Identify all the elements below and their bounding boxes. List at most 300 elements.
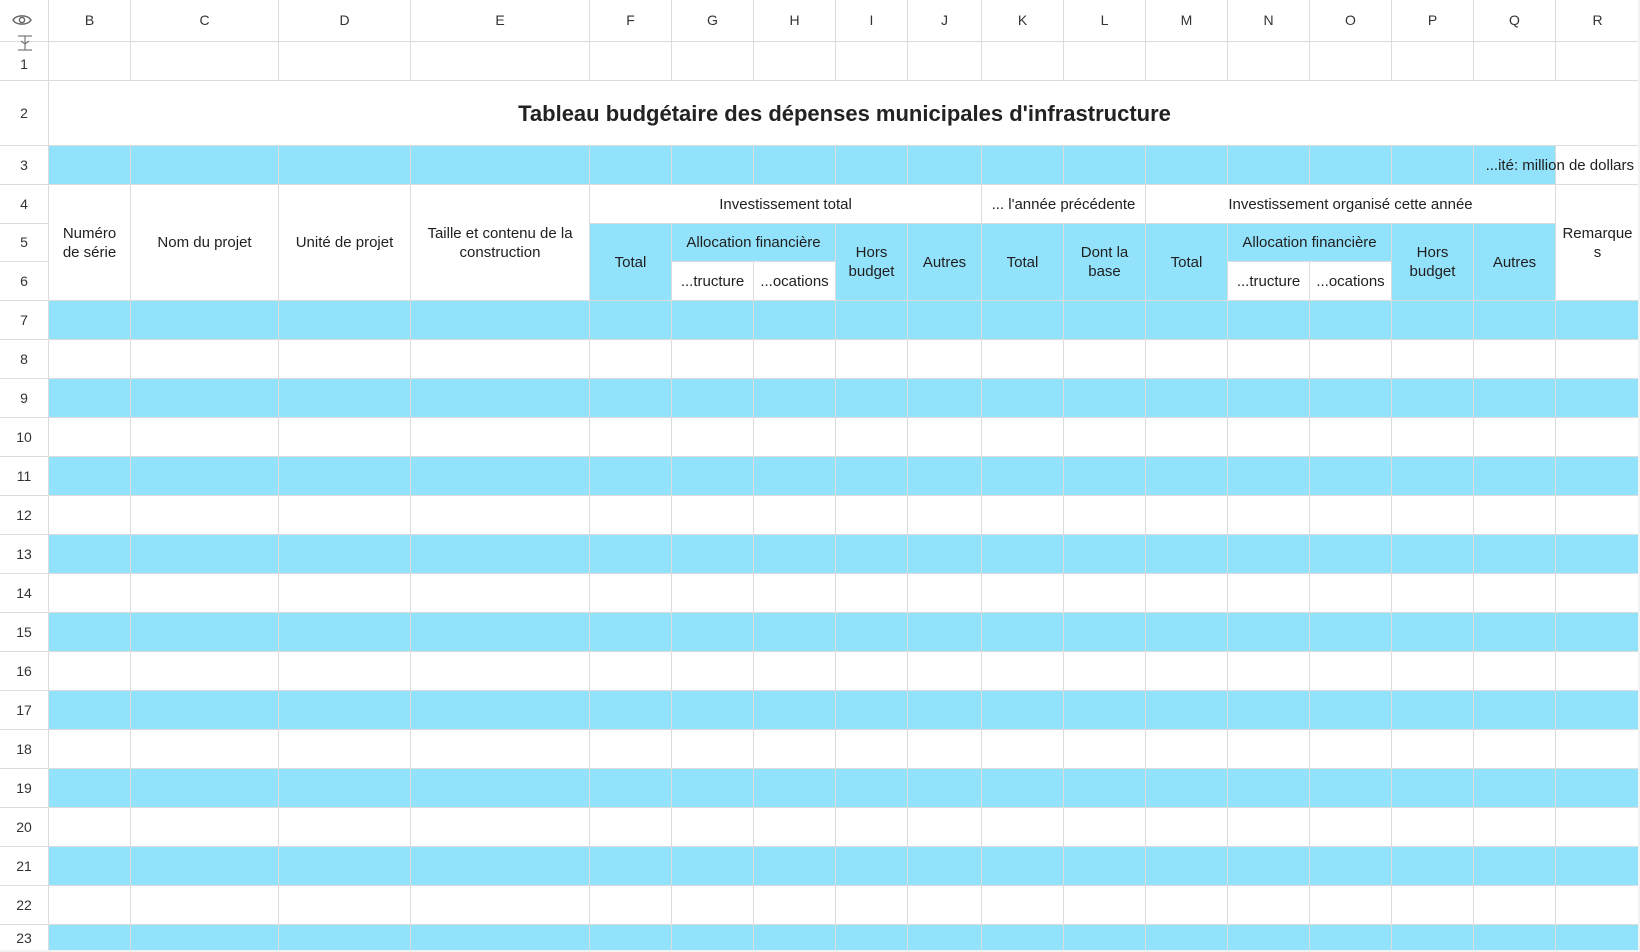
cell[interactable] — [411, 418, 590, 457]
cell[interactable] — [411, 340, 590, 379]
cell[interactable] — [982, 613, 1064, 652]
cell[interactable] — [1392, 457, 1474, 496]
cell[interactable] — [672, 340, 754, 379]
cell[interactable] — [131, 925, 279, 952]
row-header-20[interactable]: 20 — [0, 808, 49, 847]
cell[interactable] — [131, 340, 279, 379]
cell[interactable] — [590, 379, 672, 418]
cell[interactable] — [1228, 418, 1310, 457]
cell[interactable] — [1146, 691, 1228, 730]
cell[interactable] — [908, 730, 982, 769]
cell[interactable] — [1146, 535, 1228, 574]
column-header-N[interactable]: N — [1228, 0, 1310, 42]
cell[interactable] — [908, 808, 982, 847]
row-header-12[interactable]: 12 — [0, 496, 49, 535]
cell[interactable] — [1228, 42, 1310, 81]
cell[interactable] — [590, 301, 672, 340]
cell[interactable] — [754, 340, 836, 379]
cell[interactable] — [1228, 652, 1310, 691]
cell[interactable] — [279, 613, 411, 652]
cell[interactable] — [672, 847, 754, 886]
cell[interactable] — [1474, 925, 1556, 952]
row-header-21[interactable]: 21 — [0, 847, 49, 886]
row-header-15[interactable]: 15 — [0, 613, 49, 652]
cell[interactable] — [49, 146, 131, 185]
column-header-R[interactable]: R — [1556, 0, 1640, 42]
cell[interactable] — [279, 652, 411, 691]
cell[interactable] — [1310, 42, 1392, 81]
cell[interactable] — [49, 418, 131, 457]
cell[interactable] — [1474, 808, 1556, 847]
cell[interactable] — [1474, 340, 1556, 379]
cell[interactable] — [672, 886, 754, 925]
cell[interactable] — [411, 535, 590, 574]
cell[interactable] — [754, 691, 836, 730]
cell[interactable] — [1474, 301, 1556, 340]
header-serial-number[interactable]: Numéro de série — [49, 185, 131, 301]
cell[interactable] — [49, 42, 131, 81]
header-financial-allocation[interactable]: Allocation financière — [672, 224, 836, 262]
cell[interactable] — [131, 613, 279, 652]
cell[interactable] — [279, 886, 411, 925]
cell[interactable] — [1146, 418, 1228, 457]
cell[interactable] — [1556, 42, 1640, 81]
cell[interactable] — [279, 925, 411, 952]
cell[interactable] — [1474, 379, 1556, 418]
cell[interactable] — [1228, 886, 1310, 925]
cell[interactable] — [1064, 691, 1146, 730]
cell[interactable] — [1556, 301, 1640, 340]
cell[interactable] — [908, 535, 982, 574]
cell[interactable] — [982, 42, 1064, 81]
cell[interactable] — [836, 769, 908, 808]
cell[interactable] — [1392, 847, 1474, 886]
cell[interactable] — [411, 457, 590, 496]
cell[interactable] — [1064, 457, 1146, 496]
cell[interactable] — [1064, 146, 1146, 185]
cell[interactable] — [1064, 613, 1146, 652]
header-total[interactable]: Total — [590, 224, 672, 301]
cell[interactable] — [1228, 496, 1310, 535]
cell[interactable] — [908, 925, 982, 952]
cell[interactable] — [279, 340, 411, 379]
cell[interactable] — [49, 535, 131, 574]
cell[interactable] — [1392, 379, 1474, 418]
cell[interactable] — [1474, 496, 1556, 535]
column-header-O[interactable]: O — [1310, 0, 1392, 42]
cell[interactable] — [1228, 769, 1310, 808]
cell[interactable] — [279, 730, 411, 769]
cell[interactable] — [1310, 340, 1392, 379]
cell[interactable] — [411, 925, 590, 952]
cell[interactable] — [1392, 418, 1474, 457]
cell[interactable] — [1556, 574, 1640, 613]
cell[interactable] — [908, 691, 982, 730]
cell[interactable] — [411, 691, 590, 730]
cell[interactable] — [754, 847, 836, 886]
cell[interactable] — [1228, 847, 1310, 886]
cell[interactable] — [754, 146, 836, 185]
cell[interactable] — [279, 769, 411, 808]
cell[interactable] — [1228, 457, 1310, 496]
cell[interactable] — [49, 496, 131, 535]
cell[interactable] — [279, 379, 411, 418]
cell[interactable] — [1228, 340, 1310, 379]
cell[interactable] — [1310, 457, 1392, 496]
cell[interactable] — [1556, 808, 1640, 847]
cell[interactable] — [49, 730, 131, 769]
cell[interactable] — [411, 42, 590, 81]
row-header-23[interactable]: 23 — [0, 925, 49, 952]
cell[interactable] — [131, 886, 279, 925]
cell[interactable] — [131, 301, 279, 340]
column-header-C[interactable]: C — [131, 0, 279, 42]
row-header-5[interactable]: 5 — [0, 224, 49, 262]
cell[interactable] — [982, 925, 1064, 952]
column-header-F[interactable]: F — [590, 0, 672, 42]
cell[interactable] — [1064, 379, 1146, 418]
cell[interactable] — [1146, 613, 1228, 652]
cell[interactable] — [1228, 613, 1310, 652]
cell[interactable] — [1392, 42, 1474, 81]
cell[interactable] — [1146, 379, 1228, 418]
cell[interactable] — [411, 808, 590, 847]
cell[interactable] — [1556, 730, 1640, 769]
cell[interactable] — [908, 847, 982, 886]
cell[interactable] — [1392, 652, 1474, 691]
cell[interactable] — [1146, 925, 1228, 952]
cell[interactable] — [49, 769, 131, 808]
cell[interactable] — [1064, 42, 1146, 81]
cell[interactable] — [1474, 847, 1556, 886]
cell[interactable] — [1392, 535, 1474, 574]
cell[interactable] — [982, 379, 1064, 418]
cell[interactable] — [1146, 808, 1228, 847]
cell[interactable] — [672, 496, 754, 535]
cell[interactable] — [279, 457, 411, 496]
cell[interactable] — [1228, 730, 1310, 769]
cell[interactable] — [1392, 340, 1474, 379]
cell[interactable] — [131, 42, 279, 81]
cell[interactable] — [1310, 925, 1392, 952]
cell[interactable] — [1556, 379, 1640, 418]
cell[interactable] — [590, 730, 672, 769]
cell[interactable] — [982, 574, 1064, 613]
cell[interactable] — [982, 730, 1064, 769]
cell[interactable] — [1228, 146, 1310, 185]
cell[interactable] — [1310, 418, 1392, 457]
header-project-name[interactable]: Nom du projet — [131, 185, 279, 301]
cell[interactable] — [411, 652, 590, 691]
cell[interactable] — [836, 457, 908, 496]
cell[interactable] — [672, 574, 754, 613]
cell[interactable] — [1556, 613, 1640, 652]
cell[interactable] — [754, 496, 836, 535]
cell[interactable] — [754, 574, 836, 613]
cell[interactable] — [1064, 340, 1146, 379]
cell[interactable] — [1310, 847, 1392, 886]
cell[interactable] — [672, 808, 754, 847]
cell[interactable] — [1064, 652, 1146, 691]
column-header-H[interactable]: H — [754, 0, 836, 42]
cell[interactable] — [982, 146, 1064, 185]
cell[interactable] — [754, 457, 836, 496]
cell[interactable] — [908, 418, 982, 457]
cell[interactable] — [836, 808, 908, 847]
cell[interactable] — [49, 847, 131, 886]
cell[interactable] — [908, 652, 982, 691]
cell[interactable] — [49, 925, 131, 952]
cell[interactable] — [131, 418, 279, 457]
cell[interactable] — [672, 146, 754, 185]
cell[interactable] — [1146, 847, 1228, 886]
row-header-2[interactable]: 2 — [0, 81, 49, 146]
header-of-which-base[interactable]: Dont la base — [1064, 224, 1146, 301]
cell[interactable] — [1556, 691, 1640, 730]
eye-icon[interactable] — [12, 13, 32, 32]
cell[interactable] — [1556, 847, 1640, 886]
cell[interactable] — [279, 847, 411, 886]
cell[interactable] — [754, 925, 836, 952]
cell[interactable] — [1228, 925, 1310, 952]
cell[interactable] — [1474, 613, 1556, 652]
cell[interactable] — [1064, 769, 1146, 808]
header-organized-structure[interactable]: ...tructure — [1228, 262, 1310, 301]
cell[interactable] — [982, 496, 1064, 535]
cell[interactable] — [908, 769, 982, 808]
cell[interactable] — [754, 769, 836, 808]
cell[interactable] — [1392, 730, 1474, 769]
row-header-11[interactable]: 11 — [0, 457, 49, 496]
cell[interactable] — [131, 808, 279, 847]
cell[interactable] — [1310, 730, 1392, 769]
cell[interactable] — [1228, 535, 1310, 574]
cell[interactable] — [836, 496, 908, 535]
cell[interactable] — [672, 691, 754, 730]
cell[interactable] — [1146, 886, 1228, 925]
cell[interactable] — [1392, 925, 1474, 952]
cell[interactable] — [982, 301, 1064, 340]
cell[interactable] — [590, 457, 672, 496]
header-organized-off-budget[interactable]: Hors budget — [1392, 224, 1474, 301]
cell[interactable] — [982, 808, 1064, 847]
cell[interactable] — [836, 301, 908, 340]
cell[interactable] — [754, 613, 836, 652]
cell[interactable] — [131, 847, 279, 886]
cell[interactable] — [590, 769, 672, 808]
cell[interactable] — [908, 457, 982, 496]
cell[interactable] — [836, 574, 908, 613]
cell[interactable] — [411, 613, 590, 652]
cell[interactable] — [908, 379, 982, 418]
cell[interactable] — [672, 379, 754, 418]
cell[interactable] — [836, 925, 908, 952]
cell[interactable] — [49, 808, 131, 847]
cell[interactable] — [1392, 886, 1474, 925]
cell[interactable] — [1474, 457, 1556, 496]
cell[interactable] — [131, 730, 279, 769]
column-header-J[interactable]: J — [908, 0, 982, 42]
cell[interactable] — [908, 574, 982, 613]
header-total-investment[interactable]: Investissement total — [590, 185, 982, 224]
cell[interactable] — [1556, 418, 1640, 457]
cell[interactable] — [1474, 574, 1556, 613]
cell[interactable] — [1146, 457, 1228, 496]
cell[interactable] — [836, 652, 908, 691]
cell[interactable] — [1474, 730, 1556, 769]
cell[interactable] — [590, 613, 672, 652]
cell[interactable] — [1556, 340, 1640, 379]
column-header-P[interactable]: P — [1392, 0, 1474, 42]
cell[interactable] — [279, 574, 411, 613]
cell[interactable] — [279, 691, 411, 730]
cell[interactable] — [1228, 691, 1310, 730]
header-remarks[interactable]: Remarque s — [1556, 185, 1640, 301]
cell[interactable] — [131, 652, 279, 691]
cell[interactable] — [1474, 535, 1556, 574]
cell[interactable] — [411, 146, 590, 185]
cell[interactable] — [411, 730, 590, 769]
cell[interactable] — [1064, 808, 1146, 847]
cell[interactable] — [590, 574, 672, 613]
header-allocations[interactable]: ...ocations — [754, 262, 836, 301]
cell[interactable] — [1556, 925, 1640, 952]
header-organized-this-year[interactable]: Investissement organisé cette année — [1146, 185, 1556, 224]
cell[interactable] — [590, 886, 672, 925]
cell[interactable] — [1310, 808, 1392, 847]
header-structure[interactable]: ...tructure — [672, 262, 754, 301]
cell[interactable] — [1064, 418, 1146, 457]
cell[interactable] — [1556, 769, 1640, 808]
cell[interactable] — [836, 146, 908, 185]
cell[interactable] — [411, 847, 590, 886]
cell[interactable] — [1146, 496, 1228, 535]
cell[interactable] — [1392, 301, 1474, 340]
header-organized-financial-allocation[interactable]: Allocation financière — [1228, 224, 1392, 262]
cell[interactable] — [982, 535, 1064, 574]
cell[interactable] — [590, 418, 672, 457]
cell[interactable] — [754, 886, 836, 925]
cell[interactable] — [754, 808, 836, 847]
cell[interactable] — [590, 146, 672, 185]
cell[interactable] — [836, 730, 908, 769]
cell[interactable] — [411, 886, 590, 925]
row-header-17[interactable]: 17 — [0, 691, 49, 730]
cell[interactable] — [908, 146, 982, 185]
row-header-16[interactable]: 16 — [0, 652, 49, 691]
row-header-13[interactable]: 13 — [0, 535, 49, 574]
cell[interactable] — [590, 496, 672, 535]
cell[interactable] — [279, 146, 411, 185]
cell[interactable] — [1392, 691, 1474, 730]
cell[interactable] — [672, 925, 754, 952]
cell[interactable] — [411, 769, 590, 808]
column-header-L[interactable]: L — [1064, 0, 1146, 42]
column-header-M[interactable]: M — [1146, 0, 1228, 42]
header-organized-allocations[interactable]: ...ocations — [1310, 262, 1392, 301]
cell[interactable] — [672, 652, 754, 691]
cell[interactable] — [411, 379, 590, 418]
cell[interactable] — [49, 691, 131, 730]
header-project-unit[interactable]: Unité de projet — [279, 185, 411, 301]
header-size-content[interactable]: Taille et contenu de la construction — [411, 185, 590, 301]
cell[interactable] — [1064, 301, 1146, 340]
row-header-8[interactable]: 8 — [0, 340, 49, 379]
cell[interactable] — [982, 847, 1064, 886]
row-header-3[interactable]: 3 — [0, 146, 49, 185]
cell[interactable] — [131, 146, 279, 185]
cell[interactable] — [1228, 808, 1310, 847]
cell[interactable] — [908, 301, 982, 340]
cell[interactable] — [672, 418, 754, 457]
row-header-6[interactable]: 6 — [0, 262, 49, 301]
cell[interactable] — [590, 535, 672, 574]
cell[interactable] — [1556, 652, 1640, 691]
cell[interactable] — [672, 42, 754, 81]
cell[interactable] — [1064, 925, 1146, 952]
header-previous-total[interactable]: Total — [982, 224, 1064, 301]
cell[interactable] — [1146, 574, 1228, 613]
cell[interactable] — [1310, 613, 1392, 652]
cell[interactable] — [1146, 730, 1228, 769]
cell[interactable] — [754, 418, 836, 457]
cell[interactable] — [49, 340, 131, 379]
cell[interactable] — [982, 652, 1064, 691]
cell[interactable] — [590, 652, 672, 691]
cell[interactable] — [836, 340, 908, 379]
cell[interactable] — [1228, 379, 1310, 418]
cell[interactable] — [1310, 769, 1392, 808]
cell[interactable] — [1310, 691, 1392, 730]
cell[interactable] — [1064, 886, 1146, 925]
cell[interactable] — [908, 613, 982, 652]
cell[interactable] — [1474, 42, 1556, 81]
cell[interactable] — [279, 496, 411, 535]
cell[interactable] — [1556, 886, 1640, 925]
cell[interactable] — [49, 886, 131, 925]
cell[interactable] — [982, 418, 1064, 457]
cell[interactable] — [1310, 496, 1392, 535]
cell[interactable] — [982, 691, 1064, 730]
cell[interactable] — [1474, 769, 1556, 808]
cell[interactable] — [131, 691, 279, 730]
cell[interactable] — [411, 301, 590, 340]
cell[interactable] — [1146, 769, 1228, 808]
cell[interactable] — [982, 886, 1064, 925]
cell[interactable] — [131, 769, 279, 808]
header-off-budget[interactable]: Hors budget — [836, 224, 908, 301]
cell[interactable] — [836, 535, 908, 574]
cell[interactable] — [411, 496, 590, 535]
cell[interactable] — [1064, 730, 1146, 769]
cell[interactable] — [49, 613, 131, 652]
cell[interactable] — [131, 496, 279, 535]
column-header-I[interactable]: I — [836, 0, 908, 42]
cell[interactable] — [49, 574, 131, 613]
cell[interactable] — [1474, 886, 1556, 925]
cell[interactable] — [1064, 847, 1146, 886]
cell[interactable] — [1064, 574, 1146, 613]
cell[interactable] — [754, 301, 836, 340]
cell[interactable] — [590, 42, 672, 81]
cell[interactable] — [754, 379, 836, 418]
cell[interactable] — [1310, 652, 1392, 691]
cell[interactable] — [279, 418, 411, 457]
cell[interactable] — [1474, 418, 1556, 457]
cell[interactable] — [1392, 808, 1474, 847]
row-header-22[interactable]: 22 — [0, 886, 49, 925]
cell[interactable] — [982, 769, 1064, 808]
